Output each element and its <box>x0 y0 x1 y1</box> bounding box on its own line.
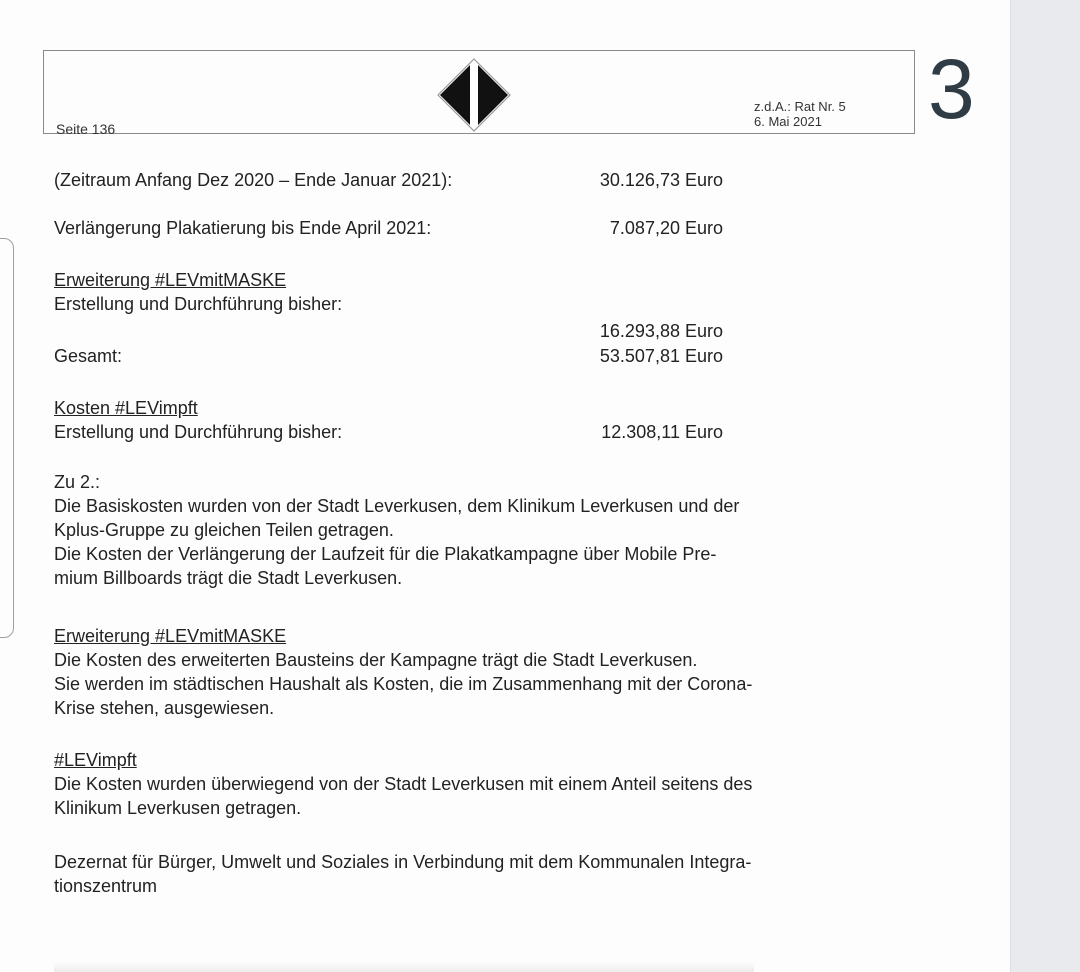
side-panel <box>1010 0 1080 972</box>
paragraph-line: tionszentrum <box>54 876 158 896</box>
impft-cost-value: 12.308,11 Euro <box>601 422 723 442</box>
paragraph-line: Die Kosten wurden überwiegend von der Stadt Leverkusen mit einem Anteil seitens des <box>54 774 753 794</box>
impft-section-heading: #LEVimpft <box>54 750 137 770</box>
erweiterung-cost-value: 16.293,88 Euro <box>599 321 723 341</box>
council-number: z.d.A.: Rat Nr. 5 <box>754 99 846 114</box>
paragraph-line: Die Kosten des erweiterten Bausteins der Kampagne trägt die Stadt Leverkusen. <box>54 650 698 670</box>
paragraph-line: Kplus-Gruppe zu gleichen Teilen getragen. <box>54 520 394 540</box>
page-bottom-fade <box>54 962 754 972</box>
erweiterung-paragraph <box>54 624 934 720</box>
page-reference: Seite 136 <box>56 121 116 137</box>
verlaengerung-label: Verlängerung Plakatierung bis Ende April 2021: <box>54 218 432 238</box>
verlaengerung-value: 7.087,20 Euro <box>609 218 723 238</box>
zeitraum-label: (Zeitraum Anfang Dez 2020 – Ende Januar 2021): <box>54 170 453 190</box>
paragraph-line: Die Kosten der Verlängerung der Laufzeit für die Plakatkampagne über Mobile Pre- <box>54 544 717 564</box>
document-header <box>43 50 915 137</box>
paragraph-line: Dezernat für Bürger, Umwelt und Soziales in Verbindung mit dem Kommunalen Integra- <box>54 852 752 872</box>
gesamt-label: Gesamt: <box>54 346 123 366</box>
zu2-paragraph <box>54 470 934 590</box>
zu2-heading: Zu 2.: <box>54 472 101 492</box>
impft-paragraph <box>54 748 934 820</box>
erweiterung-section-heading: Erweiterung #LEVmitMASKE <box>54 626 287 646</box>
erweiterung-cost-label: Erstellung und Durchführung bisher: <box>54 294 343 314</box>
erweiterung-cost-heading: Erweiterung #LEVmitMASKE <box>54 270 287 290</box>
city-logo-icon <box>436 57 512 133</box>
paragraph-line: Klinikum Leverkusen getragen. <box>54 798 302 818</box>
gesamt-value: 53.507,81 Euro <box>599 346 723 366</box>
paragraph-line: Krise stehen, ausgewiesen. <box>54 698 275 718</box>
council-date: 6. Mai 2021 <box>754 114 822 129</box>
impft-cost-heading: Kosten #LEVimpft <box>54 398 198 418</box>
paragraph-line: Sie werden im städtischen Haushalt als Kosten, die im Zusammenhang mit der Corona- <box>54 674 753 694</box>
impft-cost-label: Erstellung und Durchführung bisher: <box>54 422 343 442</box>
paragraph-line: mium Billboards trägt die Stadt Leverkusen. <box>54 568 403 588</box>
adjacent-page-card[interactable] <box>0 238 14 638</box>
dezernat-paragraph <box>54 850 934 898</box>
paragraph-line: Die Basiskosten wurden von der Stadt Leverkusen, dem Klinikum Leverkusen und der <box>54 496 740 516</box>
page-number: 3 <box>928 42 975 136</box>
council-reference <box>754 99 846 129</box>
zeitraum-value: 30.126,73 Euro <box>599 170 723 190</box>
